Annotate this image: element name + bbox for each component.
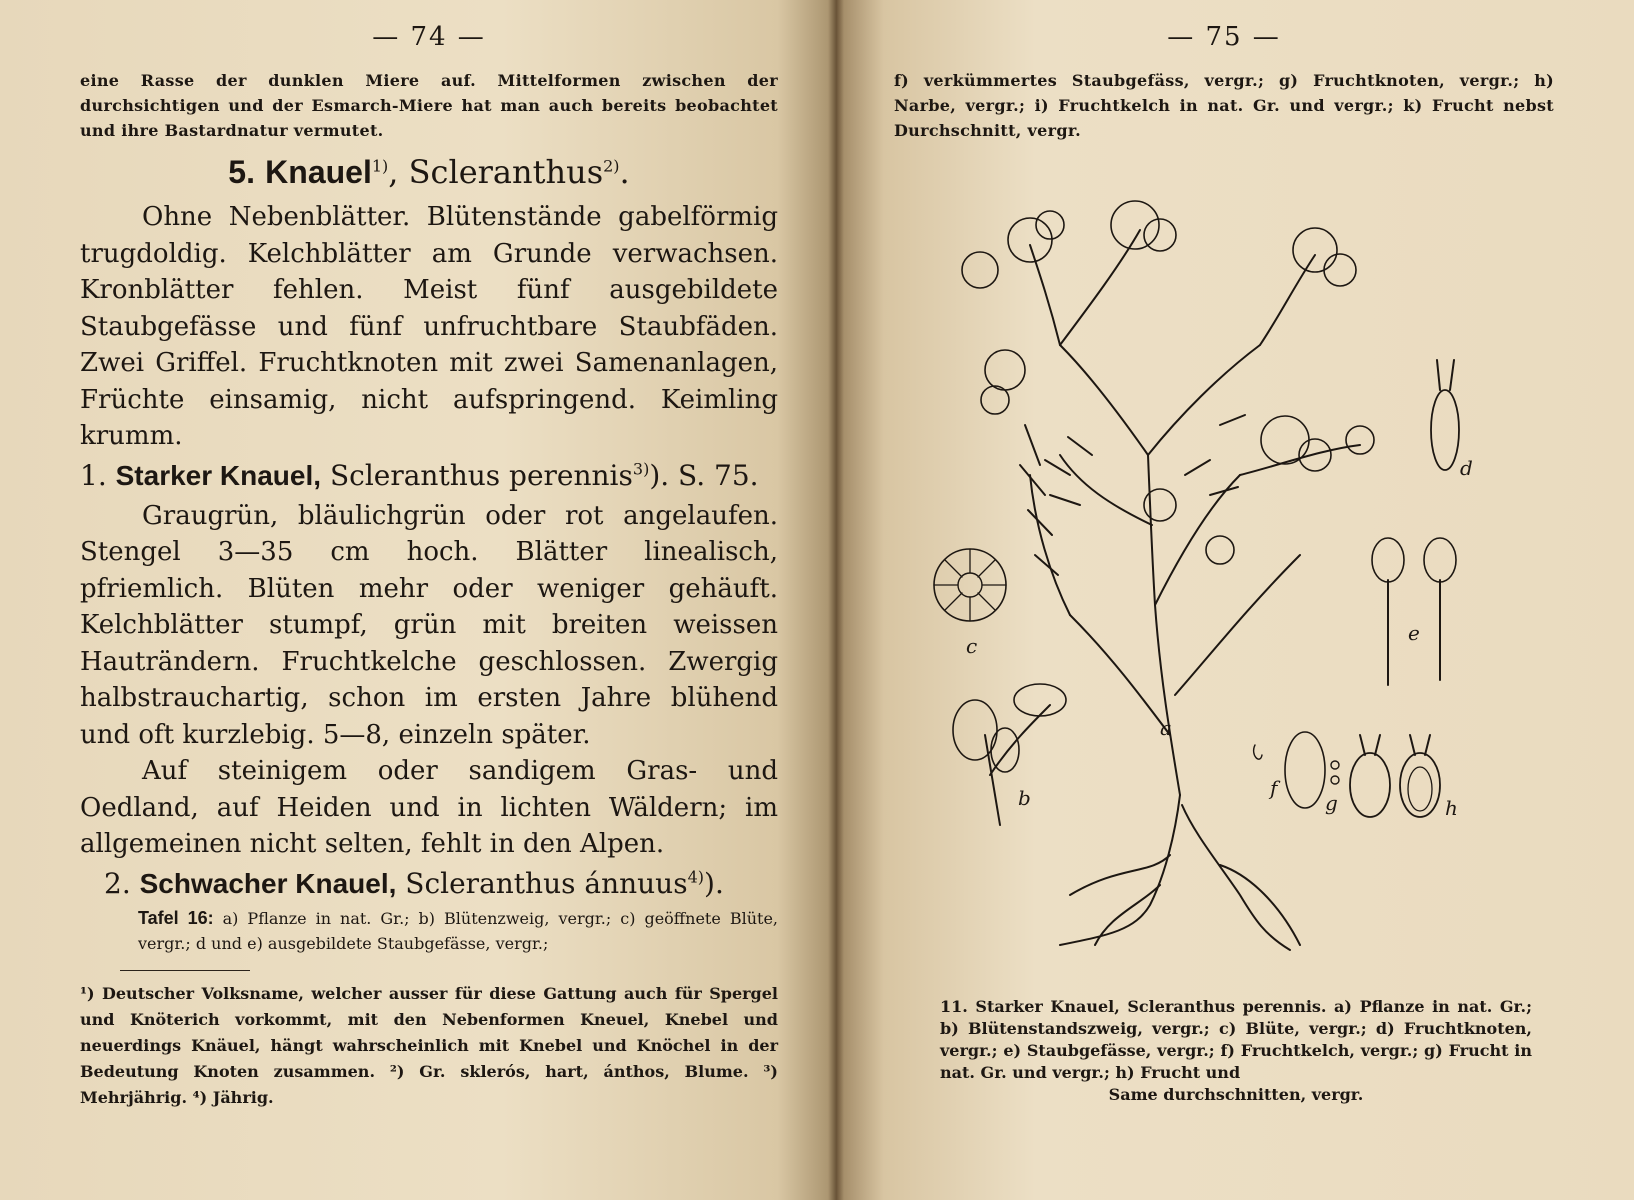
species-2-common-name: Schwacher Knauel, [139, 867, 397, 899]
figure-label-a: a [1160, 716, 1172, 740]
genus-common-name: Knauel [265, 154, 372, 190]
plate-reference [80, 906, 778, 956]
genus-latin-note: 2) [603, 156, 620, 176]
intro-paragraph: eine Rasse der dunklen Miere auf. Mittelformen zwischen der durchsichtigen und der Esmarch-Miere hat man auch bereits beobachtet und ihre Bastardnatur vermutet. [80, 71, 778, 140]
species-2-note: 4) [687, 867, 705, 887]
footnote-4: ⁴) Jährig. [192, 1087, 274, 1107]
species-1-ref: ). S. 75. [649, 458, 759, 492]
species-1-description: Graugrün, bläulichgrün oder rot angelaufen. Stengel 3—35 cm hoch. Blätter linealisch, pfriemlich. Blüten mehr oder weniger gehäuft. Kelchblätter stumpf, grün mit breiten weissen Hauträndern. Fruchtkelche geschlossen. Zwergig halbstrauchartig, schon im ersten Jahre blühend und oft kurzlebig. 5—8, einzeln später. [80, 500, 778, 750]
species-1-number: 1. [80, 458, 107, 492]
plant-illustration [920, 175, 1560, 965]
footnote-1: ¹) Deutscher Volksname, welcher ausser für diese Gattung auch für Spergel und Knöterich vorkommt, mit den Nebenformen Kneuel, Knebel und neuerdings Knäuel, hängt wahrscheinlich mit Knebel und Knöchel in der Bedeutung Knoten zusammen. [80, 983, 778, 1081]
footnote-2: ²) Gr. sklerós, hart, ánthos, Blume. [389, 1061, 749, 1081]
plate-text: a) Pflanze in nat. Gr.; b) Blütenzweig, vergr.; c) geöffnete Blüte, vergr.; d und e) ausgebildete Staubgefässe, vergr.; [138, 908, 779, 953]
species-2-latin-name: Scleranthus ánnuus [405, 866, 688, 900]
figure-label-b: b [1018, 786, 1031, 810]
page-number-left: — 74 — [372, 22, 486, 52]
book-gutter [828, 0, 844, 1200]
genus-number: 5. [228, 154, 255, 190]
figure-label-c: c [966, 634, 978, 658]
continued-plate-text: f) verkümmertes Staubgefäss, vergr.; g) Fruchtknoten, vergr.; h) Narbe, vergr.; i) Fruchtkelch in nat. Gr. und vergr.; k) Frucht nebst Durchschnitt, vergr. [894, 71, 1554, 140]
species-1-latin-name: Scleranthus perennis [329, 458, 633, 492]
species-1-note: 3) [632, 459, 650, 479]
page-number-right: — 75 — [1167, 22, 1281, 52]
footnote-divider [120, 970, 250, 971]
species-2-ref: ). [704, 866, 724, 900]
genus-common-note: 1) [371, 156, 389, 176]
figure-caption [940, 996, 1532, 1106]
genus-heading: 5. Knauel$^{1)}$, Scleranthus$^{2)}$. [228, 153, 630, 191]
species-2-number: 2. [104, 866, 131, 900]
plate-label: Tafel 16: [138, 907, 214, 928]
genus-description: Ohne Nebenblätter. Blütenstände gabelförmig trugdoldig. Kelchblätter am Grunde verwachsen. Kronblätter fehlen. Meist fünf ausgebildete Staubgefässe und fünf unfruchtbare Staubfäden. Zwei Griffel. Fruchtknoten mit zwei Samenanlagen, Früchte einsamig, nicht aufspringend. Keimling krumm. [80, 202, 778, 451]
caption-last-line: Same durchschnitten, vergr. [1108, 1085, 1364, 1104]
species-2-heading [80, 867, 778, 900]
figure-label-h: h [1445, 796, 1458, 820]
species-1-habitat: Auf steinigem oder sandigem Gras- und Oedland, auf Heiden und in lichten Wäldern; im allgemeinen nicht selten, fehlt in den Alpen. [80, 756, 778, 859]
species-1-common-name: Starker Knauel, [115, 459, 322, 491]
genus-latin-name: Scleranthus [408, 153, 604, 191]
genus-closing: . [619, 153, 630, 191]
footnotes [80, 981, 778, 1111]
figure-label-g: g [1325, 791, 1338, 815]
caption-main: 11. Starker Knauel, Scleranthus perennis. a) Pflanze in nat. Gr.; b) Blütenstandszweig, vergr.; c) Blüte, vergr.; d) Fruchtknoten, vergr.; e) Staubgefässe, vergr.; f) Fruchtkelch, vergr.; g) Frucht in nat. Gr. und vergr.; h) Frucht und [940, 997, 1532, 1082]
species-1-heading [80, 459, 778, 492]
figure-label-e: e [1408, 621, 1420, 645]
footnote-3: ³) Mehrjährig. [80, 1061, 778, 1107]
figure-label-d: d [1460, 456, 1473, 480]
figure-label-f: f [1270, 776, 1278, 800]
